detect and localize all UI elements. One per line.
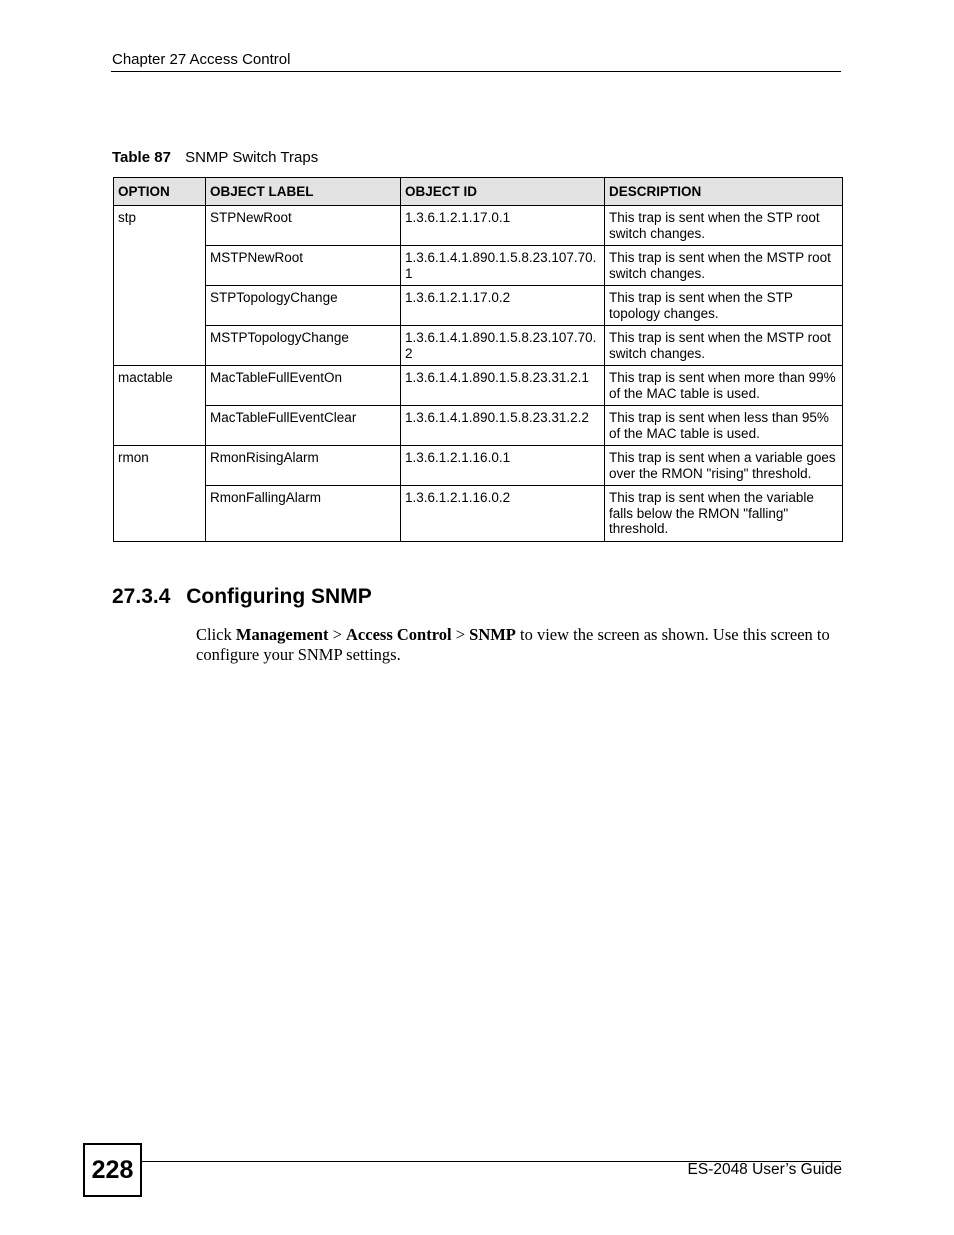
option-cell: mactable xyxy=(114,366,206,446)
body-paragraph xyxy=(196,625,842,665)
table-row xyxy=(114,366,843,406)
description-cell: This trap is sent when a variable goes over the RMON "rising" threshold. xyxy=(605,446,843,486)
column-header-object-id: OBJECT ID xyxy=(401,178,605,206)
object-label-cell: MacTableFullEventClear xyxy=(206,406,401,446)
description-cell: This trap is sent when the MSTP root switch changes. xyxy=(605,326,843,366)
table-row xyxy=(114,446,843,486)
object-label-cell: MSTPNewRoot xyxy=(206,246,401,286)
para-suffix: to view the screen as shown. Use this screen to configure your SNMP settings. xyxy=(196,625,830,664)
table-caption-title: SNMP Switch Traps xyxy=(185,149,319,166)
option-cell: stp xyxy=(114,206,206,366)
menu-path-management: Management xyxy=(235,625,329,644)
description-cell: This trap is sent when less than 95% of the MAC table is used. xyxy=(605,406,843,446)
object-label-cell: RmonRisingAlarm xyxy=(206,446,401,486)
table-row xyxy=(114,326,843,366)
section-heading xyxy=(112,585,372,609)
object-id-cell: 1.3.6.1.4.1.890.1.5.8.23.31.2.1 xyxy=(401,366,605,406)
object-id-cell: 1.3.6.1.2.1.16.0.1 xyxy=(401,446,605,486)
description-cell: This trap is sent when more than 99% of the MAC table is used. xyxy=(605,366,843,406)
object-id-cell: 1.3.6.1.4.1.890.1.5.8.23.107.70.2 xyxy=(401,326,605,366)
description-cell: This trap is sent when the variable falls below the RMON "falling" threshold. xyxy=(605,486,843,542)
table-row xyxy=(114,286,843,326)
column-header-description: DESCRIPTION xyxy=(605,178,843,206)
object-label-cell: MSTPTopologyChange xyxy=(206,326,401,366)
object-id-cell: 1.3.6.1.2.1.16.0.2 xyxy=(401,486,605,542)
column-header-option: OPTION xyxy=(114,178,206,206)
option-cell: rmon xyxy=(114,446,206,542)
menu-path-separator: > xyxy=(451,625,470,644)
table-header-row xyxy=(114,178,843,206)
object-label-cell: MacTableFullEventOn xyxy=(206,366,401,406)
column-header-object-label: OBJECT LABEL xyxy=(206,178,401,206)
description-cell: This trap is sent when the STP root switch changes. xyxy=(605,206,843,246)
section-title: Configuring SNMP xyxy=(186,585,372,608)
table-row xyxy=(114,246,843,286)
table-row xyxy=(114,406,843,446)
header-rule xyxy=(111,71,841,72)
object-label-cell: RmonFallingAlarm xyxy=(206,486,401,542)
table-caption-label: Table 87 xyxy=(112,149,171,166)
table-row xyxy=(114,486,843,542)
object-label-cell: STPTopologyChange xyxy=(206,286,401,326)
menu-path-snmp: SNMP xyxy=(469,625,516,644)
description-cell: This trap is sent when the STP topology changes. xyxy=(605,286,843,326)
para-prefix: Click xyxy=(196,625,236,644)
table-row xyxy=(114,206,843,246)
object-id-cell: 1.3.6.1.4.1.890.1.5.8.23.31.2.2 xyxy=(401,406,605,446)
table-caption xyxy=(112,149,318,166)
footer-guide-title: ES-2048 User’s Guide xyxy=(687,1161,842,1178)
object-id-cell: 1.3.6.1.2.1.17.0.1 xyxy=(401,206,605,246)
menu-path-access-control: Access Control xyxy=(346,625,452,644)
description-cell: This trap is sent when the MSTP root switch changes. xyxy=(605,246,843,286)
snmp-traps-table xyxy=(113,177,843,542)
object-label-cell: STPNewRoot xyxy=(206,206,401,246)
page-number: 228 xyxy=(83,1143,142,1197)
section-number: 27.3.4 xyxy=(112,585,171,608)
menu-path-separator: > xyxy=(328,625,347,644)
object-id-cell: 1.3.6.1.4.1.890.1.5.8.23.107.70.1 xyxy=(401,246,605,286)
running-header: Chapter 27 Access Control xyxy=(112,51,291,68)
object-id-cell: 1.3.6.1.2.1.17.0.2 xyxy=(401,286,605,326)
